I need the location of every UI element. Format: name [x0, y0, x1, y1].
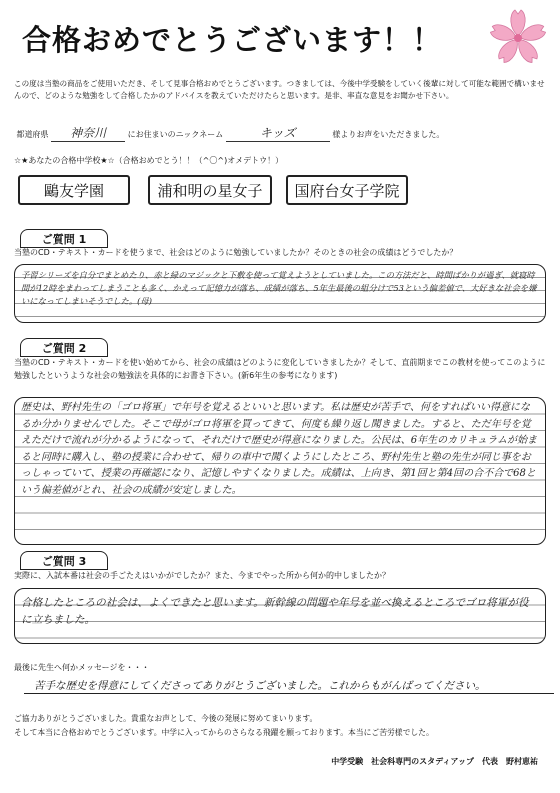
- school-1: 鷗友学園: [18, 175, 130, 205]
- question-2-prompt: 当塾のCD・テキスト・カードを使い始めてから、社会の成績はどのように変化していきましたか？そして、直前期までこの教材を使ってこのように勉強したというような社会の勉強法を具体的にお書き下さい。(新6年生の参考になります): [14, 358, 546, 380]
- nickname-value: キッズ: [226, 124, 330, 142]
- school-3: 国府台女子学院: [286, 175, 408, 205]
- question-3-answer: 合格したところの社会は、よくできたと思います。新幹線の問題や年号を並べ換えるところでゴロ将軍が役に立ちました。: [14, 588, 546, 644]
- message-text: 苦手な歴史を得意にしてくださってありがとうございました。これからもがんばってください。: [24, 678, 554, 694]
- question-3-prompt: 実際に、入試本番は社会の手ごたえはいかがでしたか？また、今までやった所から何か的中しましたか？: [14, 571, 390, 580]
- school-2: 浦和明の星女子: [148, 175, 272, 205]
- prefecture-label: 都道府県: [16, 130, 49, 139]
- nickname-label: にお住まいのニックネーム: [127, 130, 224, 139]
- question-2-answer: 歴史は、野村先生の「ゴロ将軍」で年号を覚えるといいと思います。私は歴史が苦手で、何をすればいい得意になるか分かりませんでした。そこで母がゴロ将軍を買ってきて、何度も繰り返し聞きました。すると、ただ年号を覚えただけで流れが分かるようになって、それだけで歴史が得意になりました。公民は、6年生のカリキュラムが始まると同時に購入し、塾の授業に合わせて、帰りの車中で聞くようにしたところ、野村先生と塾の先生が同じ事をおっしゃっていて、授業の再確認になり、記憶しやすくなりました。成績は、上向き、第1回と第4回の合不合で68という偏差値がとれ、社会の成績が安定しました。: [14, 397, 546, 545]
- question-1-tab: ご質問 1: [20, 229, 108, 248]
- question-1-answer: 予習シリーズを自分でまとめたり、赤と緑のマジックと下敷を使って覚えようとしていました。この方法だと、時間ばかりが過ぎ、就寝時間が12時をまわってしまうことも多く、かえって記憶力が落ち、成績が落ち、5年生最後の組分けで53という偏差値で、大好きな社会を嫌いになってしまいそうでした。(母): [14, 264, 546, 323]
- cherry-blossom-icon: [486, 6, 550, 70]
- region-suffix: 様よりお声をいただきました。: [332, 130, 445, 139]
- footer-signature: 中学受験 社会科専門のスタディアップ 代表 野村恵祐: [331, 757, 538, 766]
- prefecture-value: 神奈川: [51, 124, 125, 142]
- closing-text: [14, 712, 548, 740]
- intro-text: この度は当塾の商品をご使用いただき、そして見事合格おめでとうございます。つきましては、今後中学受験をしていく後輩に対して可能な範囲で構いませんので、どのような勉強をして合格したかのアドバイスを教えていただけたらと思います。是非、率直な意見をお聞かせ下さい。: [14, 79, 545, 100]
- question-3-tab: ご質問 3: [20, 551, 108, 570]
- question-1-prompt: 当塾のCD・テキスト・カードを使うまで、社会はどのように勉強していましたか？そのときの社会の成績はどうでしたか？: [14, 248, 458, 257]
- message-label: 最後に先生へ何かメッセージを・・・: [14, 663, 150, 672]
- schools-label: ☆★あなたの合格中学校★☆（合格おめでとう！！（^〇^)オメデトウ！）: [14, 156, 284, 165]
- closing-line-2: そして本当に合格おめでとうございます。中学に入ってからのさらなる飛躍を願っております。本当にご苦労様でした。: [14, 728, 434, 737]
- page-title: 合格おめでとうございます！！: [22, 23, 443, 57]
- region-row: [14, 124, 444, 142]
- question-2-tab: ご質問 2: [20, 338, 108, 357]
- closing-line-1: ご協力ありがとうございました。貴重なお声として、今後の発展に努めてまいります。: [14, 714, 318, 723]
